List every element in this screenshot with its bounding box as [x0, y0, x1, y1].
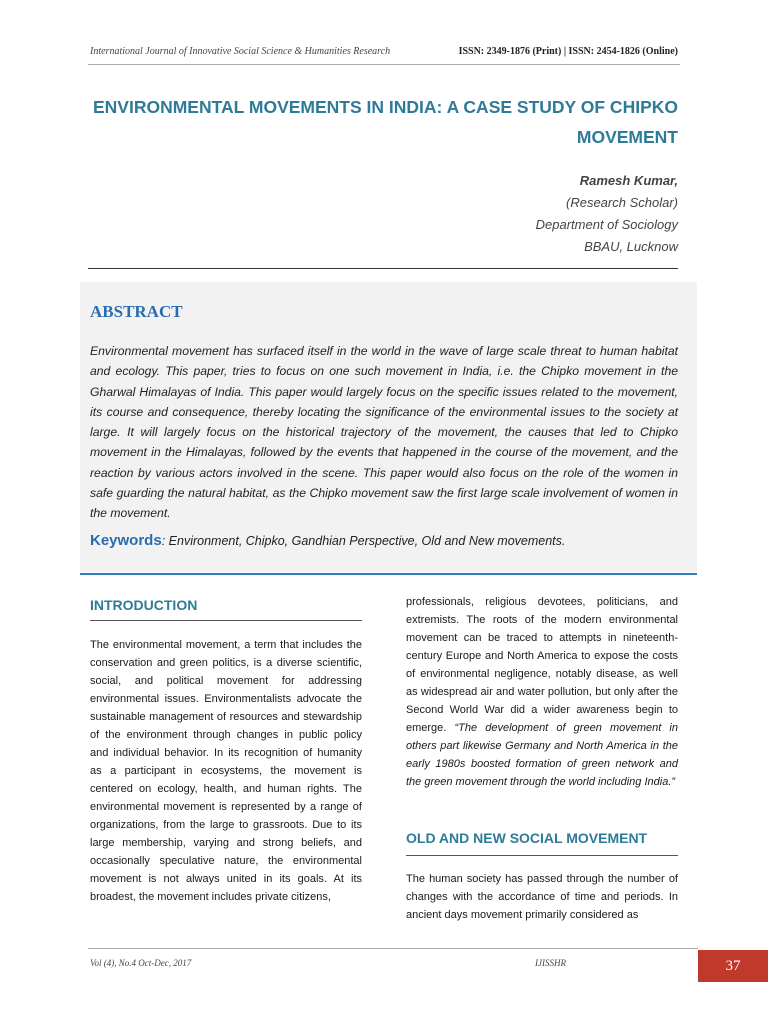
old-new-rule	[406, 855, 678, 856]
keywords-list: : Environment, Chipko, Gandhian Perspective, Old and New movements.	[161, 534, 566, 548]
title-divider	[88, 268, 678, 269]
author-department: Department of Sociology	[535, 217, 678, 232]
introduction-continued	[406, 593, 678, 791]
footer-journal: IJISSHR	[535, 958, 566, 968]
title-line-2: MOVEMENT	[576, 127, 678, 147]
author-institution: BBAU, Lucknow	[584, 239, 678, 254]
footer-volume: Vol (4), No.4 Oct-Dec, 2017	[90, 958, 192, 968]
journal-name: International Journal of Innovative Social Science & Humanities Research	[90, 46, 391, 57]
old-new-heading: OLD AND NEW SOCIAL MOVEMENT	[406, 830, 648, 846]
paper-title	[90, 92, 678, 152]
introduction-continued-text: professionals, religious devotees, politicians, and extremists. The roots of the modern environmental movement can be traced to attempts in nineteenth-century Europe and North America to expose the costs of environmental negligence, notably disease, as well as widespread air and water pollution, but only after the Second World War did a wider awareness begin to emerge.	[406, 596, 678, 734]
author-name: Ramesh Kumar,	[579, 173, 678, 188]
introduction-rule	[90, 620, 362, 621]
keywords-label: Keywords	[90, 532, 162, 549]
issn: ISSN: 2349-1876 (Print) | ISSN: 2454-1826 (Online)	[458, 46, 678, 57]
abstract-heading: ABSTRACT	[90, 302, 183, 321]
abstract-text: Environmental movement has surfaced itself in the world in the wave of large scale threat to human habitat and ecology. This paper, tries to focus on one such movement in India, i.e. the Chipko movement in the Gharwal Himalayas of India. This paper would largely focus on the specific issues related to the movement, its course and consequence, thereby locating the significance of the environmental issues to the society at large. It will largely focus on the historical trajectory of the movement, the causes that led to Chipko movement in the Himalayas, followed by the events that happened in the course of the movement, and the reaction by various actors involved in the scene. This paper would also focus on the role of the women in safe guarding the natural habitat, as the Chipko movement saw the first large scale involvement of women in the movement.	[90, 344, 678, 521]
page-number: 37	[698, 950, 768, 982]
introduction-text: The environmental movement, a term that includes the conservation and green politics, is a diverse scientific, social, and political movement for addressing environmental issues. Environmentalists advocate the sustainable management of resources and stewardship of the environment through changes in public policy and individual behavior. In its recognition of humanity as a participant in ecosystems, the movement is centered on ecology, health, and human rights. The environmental movement is represented by a range of organizations, from the large to grassroots. Due to its large membership, varying and strong beliefs, and occasionally speculative nature, the environmental movement is not always united in its goals. At its broadest, the movement includes private citizens,	[90, 639, 362, 903]
author-role: (Research Scholar)	[566, 195, 678, 210]
introduction-heading: INTRODUCTION	[90, 597, 198, 613]
title-line-1: ENVIRONMENTAL MOVEMENTS IN INDIA: A CASE STUDY OF CHIPKO	[93, 97, 678, 117]
old-new-text: The human society has passed through the number of changes with the accordance of time and periods. In ancient days movement primarily considered as	[406, 873, 678, 921]
author-block	[536, 170, 678, 258]
keywords	[90, 532, 690, 549]
abstract-rule	[80, 573, 697, 575]
header-rule	[88, 64, 680, 65]
introduction-quote: “The development of green movement in others part likewise Germany and North America in the early 1980s boosted formation of green network and the green movement through the world including India.”	[406, 722, 678, 788]
footer-rule	[88, 948, 698, 949]
